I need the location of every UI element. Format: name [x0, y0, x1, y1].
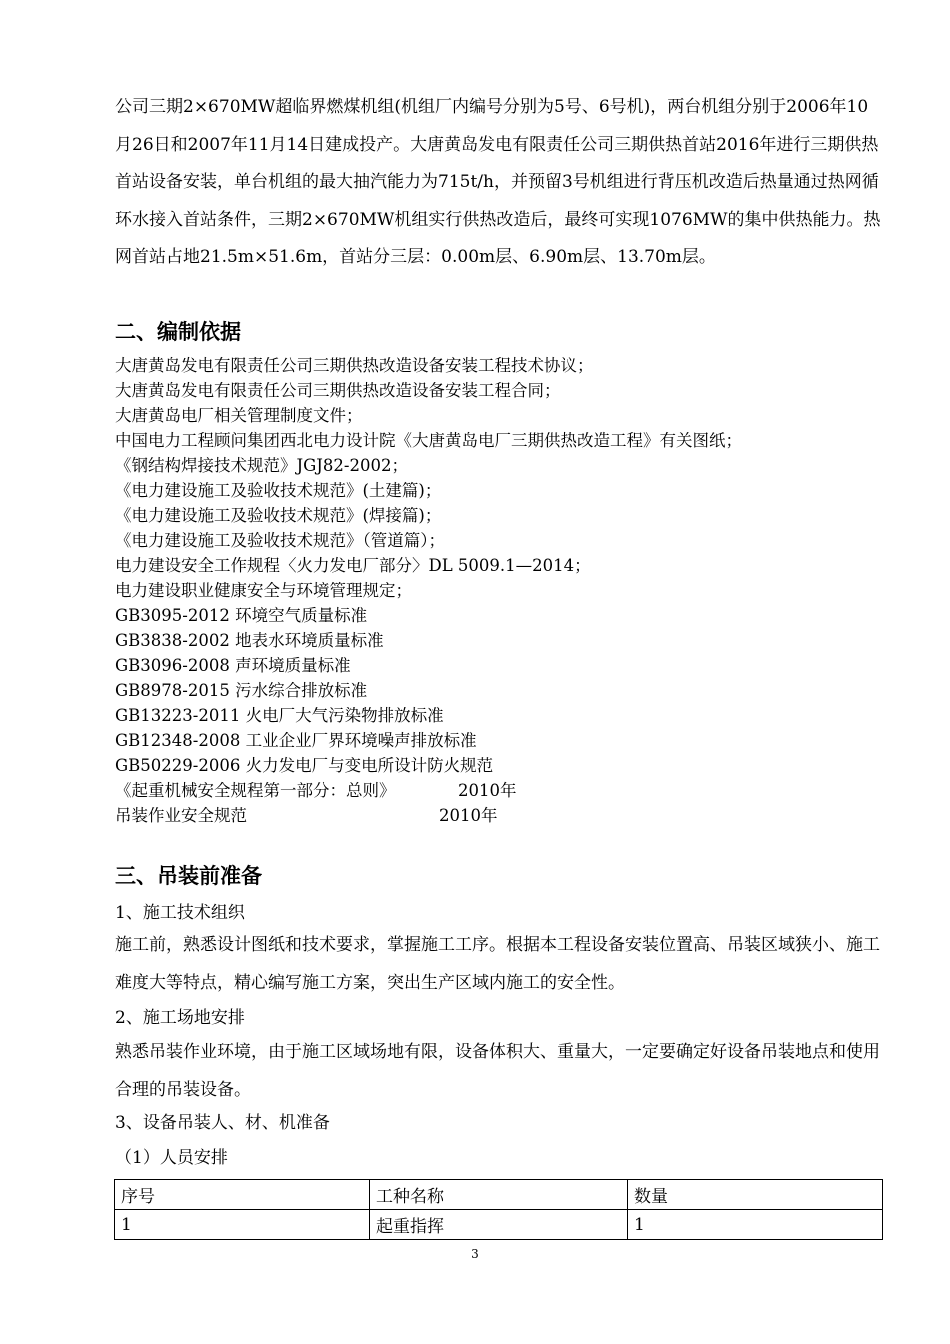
reference-year: 2010年	[439, 806, 498, 825]
dated-reference-item	[115, 803, 885, 828]
reference-item: GB8978-2015 污水综合排放标准	[115, 681, 368, 700]
reference-item: GB3096-2008 声环境质量标准	[115, 656, 351, 675]
table-row	[115, 1210, 883, 1240]
reference-item: GB12348-2008 工业企业厂界环境噪声排放标准	[115, 731, 477, 750]
reference-item: GB3838-2002 地表水环境质量标准	[115, 631, 384, 650]
reference-item: GB13223-2011 火电厂大气污染物排放标准	[115, 706, 444, 725]
reference-item: 电力建设安全工作规程〈火力发电厂部分〉DL 5009.1—2014；	[115, 556, 591, 575]
table-header-cell: 数量	[628, 1180, 883, 1210]
reference-item: GB50229-2006 火力发电厂与变电所设计防火规范	[115, 756, 494, 775]
table-header-cell: 序号	[115, 1180, 370, 1210]
reference-name: 吊装作业安全规范	[115, 806, 247, 825]
dated-reference-item	[115, 778, 885, 803]
subsection-subtitle: （1）人员安排	[115, 1148, 228, 1168]
reference-item: GB3095-2012 环境空气质量标准	[115, 606, 368, 625]
reference-item: 大唐黄岛发电有限责任公司三期供热改造设备安装工程技术协议；	[115, 356, 594, 375]
reference-list	[115, 353, 885, 828]
reference-item: 中国电力工程顾问集团西北电力设计院《大唐黄岛电厂三期供热改造工程》有关图纸；	[115, 431, 742, 450]
table-header-row	[115, 1180, 883, 1210]
staff-table	[114, 1179, 883, 1240]
table-cell: 1	[115, 1210, 370, 1240]
subsection-title: 2、施工场地安排	[115, 1008, 245, 1028]
reference-item: 电力建设职业健康安全与环境管理规定；	[115, 581, 412, 600]
reference-item: 《电力建设施工及验收技术规范》(焊接篇)；	[115, 506, 442, 525]
table-cell: 起重指挥	[370, 1210, 628, 1240]
section-2-heading: 二、编制依据	[115, 320, 241, 344]
reference-year: 2010年	[458, 781, 517, 800]
subsection-text: 施工前，熟悉设计图纸和技术要求，掌握施工工序。根据本工程设备安装位置高、吊装区域狭小、施工难度大等特点，精心编写施工方案，突出生产区域内施工的安全性。	[115, 935, 880, 993]
subsection-title: 3、设备吊装人、材、机准备	[115, 1113, 330, 1133]
intro-paragraph: 公司三期2×670MW超临界燃煤机组(机组厂内编号分别为5号、6号机)，两台机组分别于2006年10月26日和2007年11月14日建成投产。大唐黄岛发电有限责任公司三期供热首站2016年进行三期供热首站设备安装，单台机组的最大抽汽能力为715t/h，并预留3号机组进行背压机改造后热量通过热网循环水接入首站条件，三期2×670MW机组实行供热改造后，最终可实现1076MW的集中供热能力。热网首站占地21.5m×51.6m，首站分三层：0.00m层、6.90m层、13.70m层。	[115, 97, 881, 267]
table-cell: 1	[628, 1210, 883, 1240]
table-header-cell: 工种名称	[370, 1180, 628, 1210]
reference-item: 《电力建设施工及验收技术规范》（管道篇）；	[115, 531, 445, 550]
reference-item: 大唐黄岛发电有限责任公司三期供热改造设备安装工程合同；	[115, 381, 561, 400]
subsection-title: 1、施工技术组织	[115, 903, 245, 923]
subsection-text: 熟悉吊装作业环境，由于施工区域场地有限，设备体积大、重量大，一定要确定好设备吊装地点和使用合理的吊装设备。	[115, 1042, 880, 1100]
page-number: 3	[471, 1247, 479, 1261]
reference-item: 《电力建设施工及验收技术规范》(土建篇)；	[115, 481, 442, 500]
reference-name: 《起重机械安全规程第一部分：总则》	[115, 781, 396, 800]
reference-item: 大唐黄岛电厂相关管理制度文件；	[115, 406, 363, 425]
section-3-heading: 三、吊装前准备	[115, 864, 262, 888]
reference-item: 《钢结构焊接技术规范》JGJ82-2002；	[115, 456, 408, 475]
